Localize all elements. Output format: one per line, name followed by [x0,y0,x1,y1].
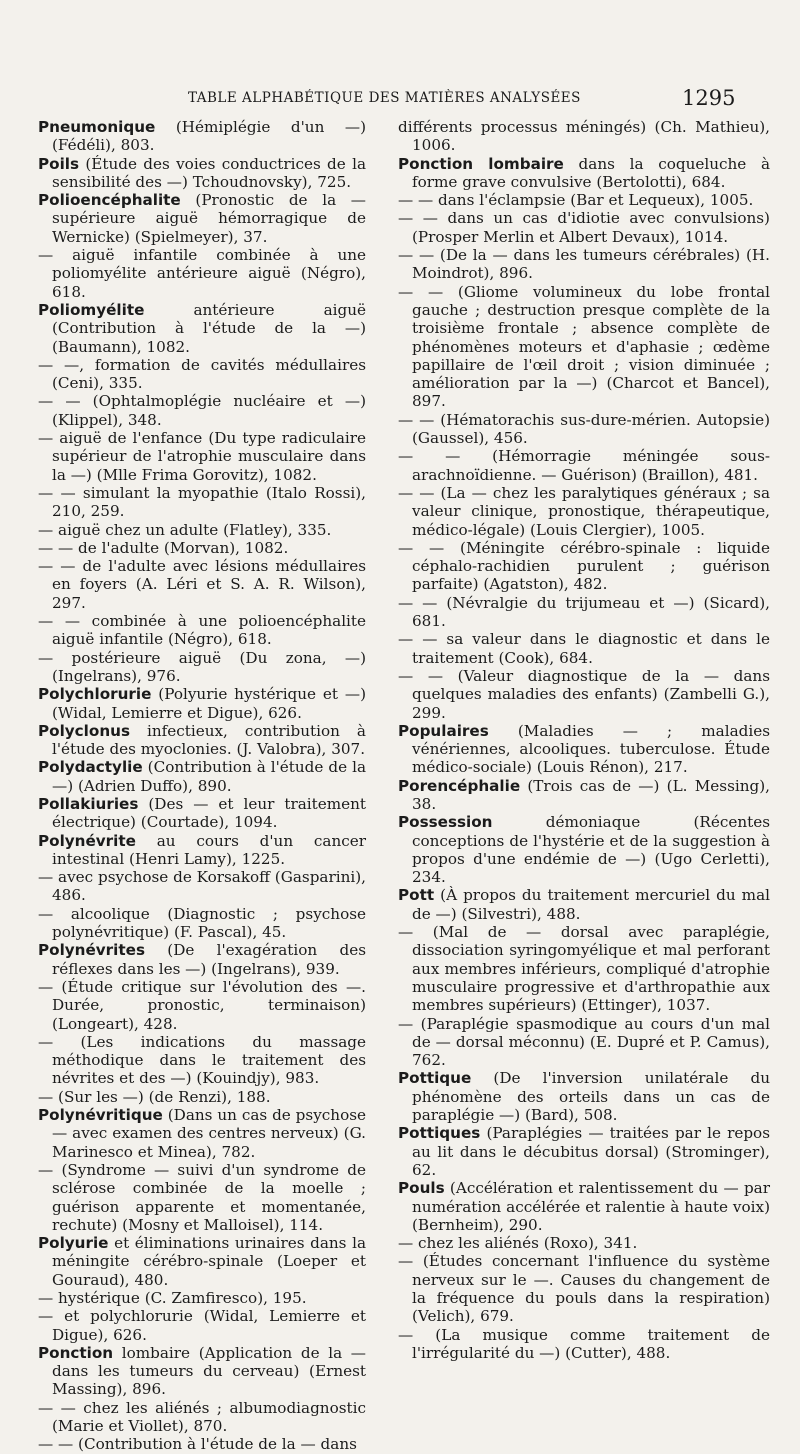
entry-text: — chez les aliénés (Roxo), 341. [398,1234,638,1253]
right-column [398,118,770,1362]
entry-text: et éliminations urinaires dans la méningite cérébro-spinale (Loeper et Gouraud), 480. [52,1234,366,1289]
entry-text: — (La musique comme traitement de l'irrégularité du —) (Cutter), 488. [398,1325,770,1362]
index-entry [38,1033,366,1088]
index-entry [398,191,770,209]
index-entry [38,1307,366,1344]
index-entry [398,411,770,448]
entry-text: (De l'exagération des réflexes dans les —) (Ingelrans), 939. [52,941,366,978]
entry-headword: Pouls [398,1179,445,1198]
entry-text: — avec psychose de Korsakoff (Gasparini), 486. [38,868,366,905]
entry-headword: Ponction [38,1343,114,1362]
entry-headword: Ponction lombaire [398,154,564,173]
entry-headword: Possession [398,813,493,832]
index-entry [38,795,366,832]
index-entry [38,1289,366,1307]
index-entry [398,1015,770,1070]
entry-headword: Polychlorurie [38,685,152,704]
entry-headword: Polynévritique [38,1106,163,1125]
index-entry [38,191,366,246]
index-entry [38,1106,366,1161]
entry-text: — — (Névralgie du trijumeau et —) (Sicard), 681. [398,593,770,631]
index-entry [398,886,770,923]
entry-headword: Polyurie [38,1234,109,1253]
entry-text: — — de l'adulte (Morvan), 1082. [38,538,289,557]
index-entry [38,429,366,484]
index-entry [38,1435,366,1453]
index-entry [398,722,770,777]
index-entry [398,813,770,886]
entry-text: différents processus méningés) (Ch. Mathieu), 1006. [398,118,770,155]
index-entry [38,392,366,429]
entry-headword: Polyclonus [38,721,130,740]
index-entry [398,246,770,283]
entry-text: — — (Hémorragie méningée sous-arachnoïdienne. — Guérison) (Braillon), 481. [398,447,770,484]
entry-text: — (Les indications du massage méthodique dans le traitement des névrites et des —) (Kouindjy), 983. [38,1032,366,1088]
index-entry [38,758,366,795]
index-entry [38,832,366,869]
entry-text: (Paraplégies — traitées par le repos au lit dans le décubitus dorsal) (Strominger), 62. [412,1124,770,1179]
left-column [38,118,366,1454]
index-entry [38,685,366,722]
index-entry [38,612,366,649]
entry-text: au cours d'un cancer intestinal (Henri Lamy), 1225. [52,831,366,868]
index-entry [38,905,366,942]
index-entry [398,447,770,484]
entry-text: antérieure aiguë (Contribution à l'étude de la —) (Baumann), 1082. [52,300,366,356]
index-entry [38,941,366,978]
index-entry [38,649,366,686]
entry-text: — (Mal de — dorsal avec paraplégie, dissociation syringomyélique et mal perforant aux membres inférieurs, compliqué d'atrophie musculaire progressive et d'arthropathie aux membres supérieurs) (Ettinger), 1037. [398,923,770,1015]
entry-text: infectieux, contribution à l'étude des myoclonies. (J. Valobra), 307. [52,721,366,759]
entry-headword: Polydactylie [38,758,143,777]
entry-text: (Des — et leur traitement électrique) (Courtade), 1094. [52,794,366,832]
index-entry [38,1234,366,1289]
entry-text: — (Syndrome — suivi d'un syndrome de sclérose combinée de la moelle ; guérison apparente et momentanée, rechute) (Mosny et Malloisel), 114. [38,1160,366,1234]
entry-text: (De l'inversion unilatérale du phénomène des orteils dans un cas de paraplégie —) (Bard), 508. [412,1069,770,1125]
entry-text: — hystérique (C. Zamfiresco), 195. [38,1289,307,1307]
entry-headword: Pollakiuries [38,794,139,813]
entry-text: (Maladies — ; maladies vénériennes, alcooliques. tuberculose. Étude médico-sociale) (Louis Rénon), 217. [412,721,770,777]
entry-text: — — dans l'éclampsie (Bar et Lequeux), 1005. [398,191,754,210]
entry-text: (Trois cas de —) (L. Messing), 38. [412,776,770,813]
index-entry [398,1179,770,1234]
entry-headword: Polioencéphalite [38,191,181,210]
index-entry [398,209,770,246]
entry-text: — postérieure aiguë (Du zona, —) (Ingelrans), 976. [38,648,366,685]
entry-headword: Poils [38,154,80,173]
index-entry [398,777,770,814]
entry-text: — (Sur les —) (de Renzi), 188. [38,1087,271,1106]
entry-text: — — (De la — dans les tumeurs cérébrales) (H. Moindrot), 896. [398,246,770,283]
entry-text: (Polyurie hystérique et —) (Widal, Lemierre et Digue), 626. [52,685,366,722]
entry-text: — — chez les aliénés ; albumodiagnostic (Marie et Viollet), 870. [38,1398,366,1436]
index-entry [38,521,366,539]
index-entry [38,978,366,1033]
index-entry [398,594,770,631]
entry-text: — — simulant la myopathie (Italo Rossi), 210, 259. [38,483,366,521]
entry-text: — — (Contribution à l'étude de la — dans [38,1435,357,1454]
entry-text: — — dans un cas d'idiotie avec convulsions) (Prosper Merlin et Albert Devaux), 1014. [398,209,770,246]
entry-text: — (Paraplégie spasmodique au cours d'un mal de — dorsal méconnu) (E. Dupré et P. Camus), 762. [398,1014,770,1070]
entry-text: — — sa valeur dans le diagnostic et dans le traitement (Cook), 684. [398,630,770,667]
index-entry [38,722,366,759]
entry-text: — — (Valeur diagnostique de la — dans quelques maladies des enfants) (Zambelli G.), 299. [398,666,770,722]
index-entry [398,1326,770,1363]
entry-text: — — combinée à une polioencéphalite aiguë infantile (Négro), 618. [38,612,366,649]
entry-text: — aiguë de l'enfance (Du type radiculaire supérieur de l'atrophie musculaire dans la —) (Mlle Frima Gorovitz), 1082. [38,429,366,484]
page-header [0,86,800,116]
index-entry [38,868,366,905]
index-entry [398,630,770,667]
entry-text: — aiguë chez un adulte (Flatley), 335. [38,520,332,539]
entry-text: — — (Méningite cérébro-spinale : liquide céphalo-rachidien purulent ; guérison parfaite) (Agatston), 482. [398,538,770,594]
entry-text: démoniaque (Récentes conceptions de l'hystérie et de la suggestion à propos d'une endémie de —) (Ugo Cerletti), 234. [412,813,770,887]
index-entry [38,1399,366,1436]
entry-text: (Contribution à l'étude de la —) (Adrien Duffo), 890. [52,758,366,795]
index-entry [398,1252,770,1325]
entry-text: — et polychlorurie (Widal, Lemierre et Digue), 626. [38,1307,366,1344]
index-entry [398,923,770,1014]
entry-text: (Étude des voies conductrices de la sensibilité des —) Tchoudnovsky), 725. [52,154,366,191]
entry-headword: Pott [398,886,435,905]
index-entry [38,301,366,356]
entry-text: — (Étude critique sur l'évolution des —. Durée, pronostic, terminaison) (Longeart), 428. [38,977,366,1033]
entry-headword: Polynévrite [38,831,136,850]
entry-text: lombaire (Application de la — dans les tumeurs du cerveau) (Ernest Massing), 896. [52,1343,366,1399]
entry-headword: Populaires [398,721,489,740]
entry-text: — — (Ophtalmoplégie nucléaire et —) (Klippel), 348. [38,392,366,429]
index-entry [398,667,770,722]
running-title: TABLE ALPHABÉTIQUE DES MATIÈRES ANALYSÉES [188,90,581,106]
index-entry [38,155,366,192]
index-entry [38,1088,366,1106]
entry-text: dans la coqueluche à forme grave convulsive (Bertolotti), 684. [412,154,771,191]
entry-text: — — de l'adulte avec lésions médullaires en foyers (A. Léri et S. A. R. Wilson), 297. [38,557,366,612]
index-entry [398,484,770,539]
index-entry [398,118,770,155]
entry-text: — — (La — chez les paralytiques généraux ; sa valeur clinique, pronostique, thérapeutique, médico-légale) (Louis Clergier), 1005. [398,483,770,539]
index-entry [38,246,366,301]
index-entry [398,283,770,411]
entry-text: — aiguë infantile combinée à une poliomyélite antérieure aiguë (Négro), 618. [38,246,366,301]
entry-text: (Dans un cas de psychose — avec examen des centres nerveux) (G. Marinesco et Minea), 782. [52,1106,366,1161]
index-entry [38,1344,366,1399]
entry-text: — (Études concernant l'influence du système nerveux sur le —. Causes du changement de la fréquence du pouls dans la respiration) (Velich), 679. [398,1252,770,1326]
entry-headword: Poliomyélite [38,300,145,319]
index-entry [398,539,770,594]
index-entry [38,118,366,155]
entry-text: (Hémiplégie d'un —) (Fédéli), 803. [52,118,366,155]
entry-headword: Pneumonique [38,118,156,136]
entry-text: (Accélération et ralentissement du — par numération accélérée et ralentie à haute voix) (Bernheim), 290. [412,1179,770,1234]
index-entry [38,356,366,393]
entry-text: — —, formation de cavités médullaires (Ceni), 335. [38,355,366,393]
entry-text: — — (Gliome volumineux du lobe frontal gauche ; destruction presque complète de la troisième frontale ; absence complète de phénomènes moteurs et d'aphasie ; œdème papillaire de l'œil droit ; vision diminuée ; amélioration par la —) (Charcot et Bancel), 897. [398,282,770,411]
entry-headword: Polynévrites [38,941,145,960]
index-entry [38,484,366,521]
entry-headword: Pottique [398,1069,472,1088]
entry-headword: Pottiques [398,1124,481,1143]
entry-text: — alcoolique (Diagnostic ; psychose polynévritique) (F. Pascal), 45. [38,904,366,942]
entry-text: (À propos du traitement mercuriel du mal de —) (Silvestri), 488. [412,886,770,923]
index-entry [398,1069,770,1124]
index-entry [398,1234,770,1252]
index-entry [38,1161,366,1234]
entry-text: — — (Hématorachis sus-dure-mérien. Autopsie) (Gaussel), 456. [398,410,770,448]
index-entry [398,155,770,192]
index-entry [38,539,366,557]
entry-headword: Porencéphalie [398,776,521,795]
entry-text: (Pronostic de la — supérieure aiguë hémorragique de Wernicke) (Spielmeyer), 37. [52,191,366,246]
index-entry [398,1124,770,1179]
page-number: 1295 [682,86,736,110]
index-entry [38,557,366,612]
